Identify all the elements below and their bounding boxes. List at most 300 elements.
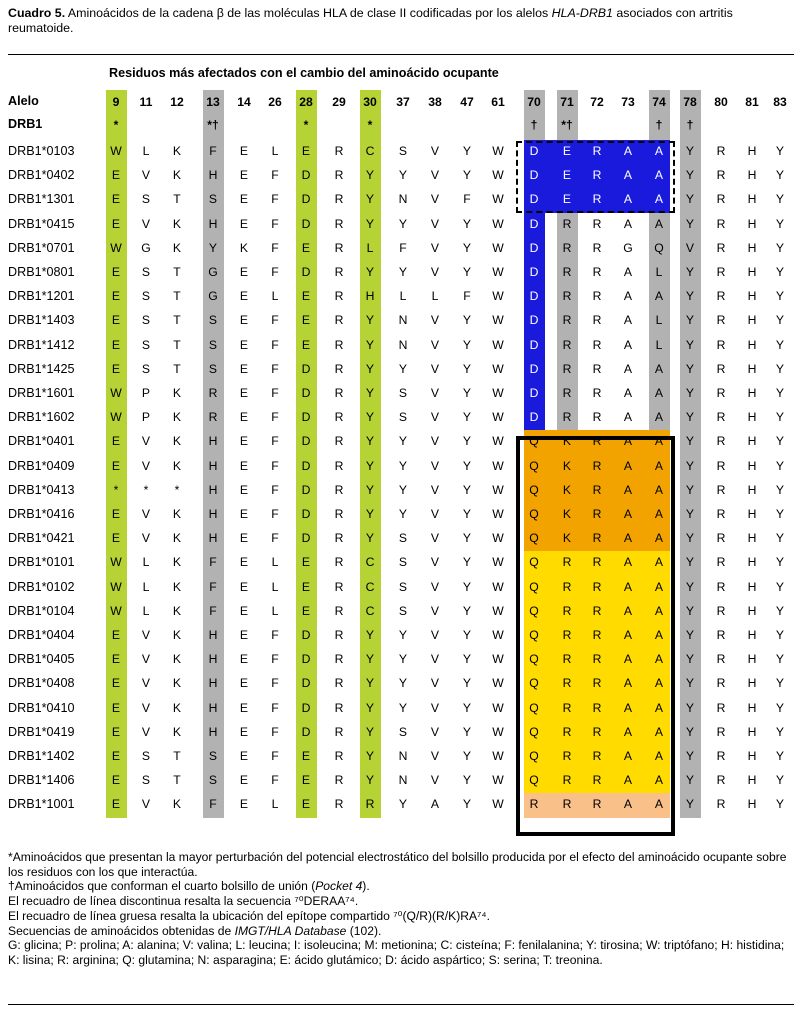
amino-acid-cell: E [111, 265, 121, 279]
amino-acid-cell: R [592, 265, 602, 279]
amino-acid-cell: Q [529, 458, 539, 473]
amino-acid-cell: R [592, 240, 602, 255]
amino-acid-cell: H [747, 555, 757, 570]
amino-acid-cell: R [562, 749, 572, 763]
amino-acid-cell: H [208, 724, 218, 739]
amino-acid-cell: E [239, 337, 249, 352]
amino-acid-cell: H [208, 628, 218, 642]
amino-acid-cell: S [141, 749, 151, 763]
amino-acid-cell: Y [775, 579, 785, 594]
amino-acid-cell: W [492, 773, 504, 788]
amino-acid-cell: E [239, 773, 249, 788]
amino-acid-cell: H [747, 265, 757, 279]
amino-acid-cell: F [271, 361, 279, 376]
amino-acid-cell: L [271, 579, 279, 594]
amino-acid-cell: V [141, 434, 151, 449]
allele-label: DRB1*0405 [8, 652, 75, 667]
amino-acid-cell: S [141, 313, 151, 328]
amino-acid-cell: W [492, 507, 504, 521]
amino-acid-cell: A [654, 144, 664, 158]
amino-acid-cell: E [239, 216, 249, 231]
amino-acid-cell: S [141, 265, 151, 279]
amino-acid-cell: E [301, 555, 311, 570]
amino-acid-cell: Y [365, 700, 375, 715]
amino-acid-cell: V [141, 216, 151, 231]
amino-acid-cell: R [716, 337, 726, 352]
amino-acid-cell: Y [365, 410, 375, 425]
amino-acid-cell: E [111, 797, 121, 812]
amino-acid-cell: R [716, 531, 726, 546]
position-number: 83 [773, 95, 787, 109]
amino-acid-cell: Y [685, 579, 695, 594]
amino-acid-cell: E [301, 144, 311, 158]
amino-acid-cell: Y [775, 531, 785, 546]
amino-acid-cell: Y [685, 313, 695, 328]
amino-acid-cell: A [654, 507, 664, 521]
amino-acid-cell: W [492, 313, 504, 328]
amino-acid-cell: A [654, 700, 664, 715]
amino-acid-cell: K [562, 507, 572, 521]
amino-acid-cell: A [623, 337, 633, 352]
amino-acid-cell: E [239, 724, 249, 739]
amino-acid-cell: A [654, 555, 664, 570]
allele-label: DRB1*1402 [8, 749, 75, 763]
amino-acid-cell: Y [462, 482, 472, 497]
amino-acid-cell: E [239, 458, 249, 473]
amino-acid-cell: R [334, 749, 344, 763]
amino-acid-cell: V [141, 531, 151, 546]
caption-italic: HLA-DRB1 [551, 6, 613, 20]
amino-acid-cell: D [529, 265, 539, 279]
amino-acid-cell: A [623, 289, 633, 304]
note-thick: El recuadro de línea gruesa resalta la ubicación del epítope compartido ⁷⁰(Q/R)(R/K)RA⁷⁴. [8, 908, 490, 923]
amino-acid-cell: A [430, 797, 440, 812]
amino-acid-cell: R [716, 410, 726, 425]
note-dagger [8, 879, 794, 894]
amino-acid-cell: R [562, 652, 572, 667]
amino-acid-cell: F [271, 507, 279, 521]
amino-acid-cell: S [398, 579, 408, 594]
amino-acid-cell: D [529, 168, 539, 183]
amino-acid-cell: W [492, 144, 504, 158]
amino-acid-cell: D [301, 192, 311, 207]
amino-acid-cell: R [716, 265, 726, 279]
amino-acid-cell: * [143, 482, 149, 497]
amino-acid-cell: W [110, 555, 122, 570]
amino-acid-cell: F [271, 434, 279, 449]
amino-acid-cell: Y [365, 773, 375, 788]
amino-acid-cell: E [239, 579, 249, 594]
amino-acid-cell: Q [529, 628, 539, 642]
amino-acid-cell: C [365, 555, 375, 570]
allele-label: DRB1*0416 [8, 507, 75, 521]
amino-acid-cell: Y [365, 458, 375, 473]
amino-acid-cell: S [141, 361, 151, 376]
amino-acid-cell: F [271, 749, 279, 763]
position-number: 74 [652, 95, 666, 109]
amino-acid-cell: V [430, 507, 440, 521]
amino-acid-cell: R [334, 265, 344, 279]
amino-acid-cell: Y [365, 676, 375, 691]
amino-acid-cell: S [398, 555, 408, 570]
amino-acid-cell: R [716, 749, 726, 763]
amino-acid-cell: C [365, 144, 375, 158]
amino-acid-cell: V [141, 676, 151, 691]
amino-acid-cell: A [623, 361, 633, 376]
position-number: 81 [745, 95, 759, 109]
amino-acid-cell: R [562, 797, 572, 812]
amino-acid-cell: Y [775, 216, 785, 231]
amino-acid-cell: N [398, 337, 408, 352]
amino-acid-cell: F [271, 337, 279, 352]
amino-acid-cell: G [141, 240, 151, 255]
amino-acid-cell: T [173, 289, 181, 304]
amino-acid-cell: Y [365, 216, 375, 231]
table-notes [8, 850, 794, 968]
amino-acid-cell: R [562, 386, 572, 400]
amino-acid-cell: P [141, 386, 151, 400]
amino-acid-cell: V [430, 628, 440, 642]
amino-acid-cell: A [623, 531, 633, 546]
amino-acid-cell: W [492, 265, 504, 279]
amino-acid-cell: R [334, 628, 344, 642]
amino-acid-cell: E [111, 313, 121, 328]
amino-acid-cell: R [592, 434, 602, 449]
amino-acid-cell: H [747, 216, 757, 231]
allele-label: DRB1*1602 [8, 410, 75, 425]
amino-acid-cell: V [141, 797, 151, 812]
amino-acid-cell: Y [775, 337, 785, 352]
amino-acid-cell: Q [654, 240, 664, 255]
amino-acid-cell: R [592, 337, 602, 352]
amino-acid-cell: H [747, 724, 757, 739]
amino-acid-cell: A [623, 773, 633, 788]
amino-acid-cell: F [271, 676, 279, 691]
amino-acid-cell: E [239, 313, 249, 328]
caption-number: Cuadro 5. [8, 6, 66, 20]
amino-acid-cell: H [747, 144, 757, 158]
amino-acid-cell: D [529, 144, 539, 158]
amino-acid-cell: K [172, 144, 182, 158]
amino-acid-cell: R [334, 168, 344, 183]
amino-acid-cell: R [334, 458, 344, 473]
amino-acid-cell: H [747, 361, 757, 376]
amino-acid-cell: Y [685, 168, 695, 183]
amino-acid-cell: D [301, 724, 311, 739]
amino-acid-cell: C [365, 579, 375, 594]
amino-acid-cell: H [747, 507, 757, 521]
amino-acid-cell: Y [365, 265, 375, 279]
amino-acid-cell: E [301, 289, 311, 304]
amino-acid-cell: R [365, 797, 375, 812]
allele-label: DRB1*1201 [8, 289, 75, 304]
amino-acid-cell: F [271, 216, 279, 231]
amino-acid-cell: Q [529, 482, 539, 497]
amino-acid-cell: L [271, 144, 279, 158]
amino-acid-cell: R [334, 386, 344, 400]
amino-acid-cell: R [334, 700, 344, 715]
amino-acid-cell: R [334, 652, 344, 667]
amino-acid-cell: V [430, 434, 440, 449]
amino-acid-cell: H [208, 531, 218, 546]
amino-acid-cell: D [301, 531, 311, 546]
amino-acid-cell: L [366, 240, 374, 255]
amino-acid-cell: Y [462, 652, 472, 667]
amino-acid-cell: Y [462, 531, 472, 546]
allele-label: DRB1*0801 [8, 265, 75, 279]
amino-acid-cell: G [208, 289, 218, 304]
position-number: 9 [112, 95, 120, 109]
amino-acid-cell: R [562, 700, 572, 715]
amino-acid-cell: E [239, 410, 249, 425]
amino-acid-cell: H [747, 700, 757, 715]
amino-acid-cell: R [334, 797, 344, 812]
bottom-rule [8, 1004, 794, 1005]
amino-acid-cell: R [592, 555, 602, 570]
amino-acid-cell: D [529, 386, 539, 400]
amino-acid-cell: D [529, 410, 539, 425]
amino-acid-cell: E [111, 458, 121, 473]
amino-acid-cell: A [654, 410, 664, 425]
amino-acid-cell: E [301, 337, 311, 352]
amino-acid-cell: T [173, 361, 181, 376]
amino-acid-cell: H [208, 507, 218, 521]
amino-acid-cell: D [301, 168, 311, 183]
amino-acid-cell: Y [685, 216, 695, 231]
amino-acid-cell: A [623, 216, 633, 231]
amino-acid-cell: A [623, 265, 633, 279]
amino-acid-cell: E [239, 507, 249, 521]
amino-acid-cell: V [430, 603, 440, 618]
amino-acid-cell: R [716, 700, 726, 715]
amino-acid-cell: H [208, 700, 218, 715]
amino-acid-cell: Y [398, 700, 408, 715]
amino-acid-cell: Y [398, 652, 408, 667]
amino-acid-cell: R [592, 507, 602, 521]
amino-acid-cell: H [208, 652, 218, 667]
amino-acid-cell: Y [685, 507, 695, 521]
amino-acid-cell: Q [529, 773, 539, 788]
amino-acid-cell: E [111, 700, 121, 715]
amino-acid-cell: Y [462, 603, 472, 618]
amino-acid-cell: R [562, 724, 572, 739]
amino-acid-cell: Y [462, 337, 472, 352]
position-number: 47 [460, 95, 474, 109]
amino-acid-cell: V [430, 579, 440, 594]
amino-acid-cell: L [271, 603, 279, 618]
amino-acid-cell: V [141, 168, 151, 183]
amino-acid-cell: R [716, 724, 726, 739]
position-number: 30 [363, 95, 377, 109]
amino-acid-cell: F [209, 144, 217, 158]
position-mark: * [113, 118, 119, 132]
amino-acid-cell: Y [685, 458, 695, 473]
amino-acid-cell: V [430, 773, 440, 788]
amino-acid-cell: Q [529, 652, 539, 667]
amino-acid-cell: Q [529, 700, 539, 715]
amino-acid-cell: R [592, 749, 602, 763]
amino-acid-cell: Y [365, 531, 375, 546]
amino-acid-cell: Y [775, 144, 785, 158]
amino-acid-cell: R [562, 313, 572, 328]
amino-acid-cell: Y [462, 410, 472, 425]
position-number: 13 [206, 95, 220, 109]
amino-acid-cell: R [592, 482, 602, 497]
amino-acid-cell: T [173, 313, 181, 328]
amino-acid-cell: A [623, 386, 633, 400]
amino-acid-cell: W [110, 386, 122, 400]
amino-acid-cell: Y [462, 700, 472, 715]
allele-label: DRB1*0101 [8, 555, 75, 570]
amino-acid-cell: H [747, 458, 757, 473]
amino-acid-cell: R [716, 797, 726, 812]
amino-acid-cell: V [430, 652, 440, 667]
amino-acid-cell: Y [685, 555, 695, 570]
position-number: 71 [560, 95, 574, 109]
amino-acid-cell: Y [462, 773, 472, 788]
amino-acid-cell: F [271, 240, 279, 255]
amino-acid-cell: Y [462, 216, 472, 231]
amino-acid-cell: Y [685, 531, 695, 546]
amino-acid-cell: Y [685, 652, 695, 667]
amino-acid-cell: E [111, 652, 121, 667]
amino-acid-cell: Y [365, 482, 375, 497]
amino-acid-cell: G [208, 265, 218, 279]
amino-acid-cell: Y [208, 240, 218, 255]
position-number: 28 [299, 95, 313, 109]
amino-acid-cell: H [747, 240, 757, 255]
amino-acid-cell: A [623, 724, 633, 739]
amino-acid-cell: R [334, 531, 344, 546]
amino-acid-cell: E [111, 628, 121, 642]
amino-acid-cell: Q [529, 603, 539, 618]
amino-acid-cell: S [208, 337, 218, 352]
amino-acid-cell: A [623, 410, 633, 425]
amino-acid-cell: S [208, 749, 218, 763]
amino-acid-cell: K [562, 434, 572, 449]
amino-acid-cell: Y [398, 482, 408, 497]
amino-acid-cell: A [654, 603, 664, 618]
amino-acid-cell: H [747, 482, 757, 497]
amino-acid-cell: Y [685, 192, 695, 207]
amino-acid-cell: Y [685, 700, 695, 715]
amino-acid-cell: D [301, 676, 311, 691]
position-mark: *† [561, 118, 573, 132]
amino-acid-cell: F [271, 168, 279, 183]
amino-acid-cell: Y [462, 676, 472, 691]
amino-acid-cell: R [716, 434, 726, 449]
amino-acid-cell: W [492, 652, 504, 667]
amino-acid-cell: W [492, 192, 504, 207]
amino-acid-cell: F [271, 192, 279, 207]
amino-acid-cell: E [111, 749, 121, 763]
amino-acid-cell: K [172, 216, 182, 231]
amino-acid-cell: V [141, 507, 151, 521]
amino-acid-cell: E [301, 797, 311, 812]
amino-acid-cell: R [716, 482, 726, 497]
amino-acid-cell: K [172, 724, 182, 739]
amino-acid-cell: R [716, 216, 726, 231]
amino-acid-cell: D [301, 216, 311, 231]
amino-acid-cell: S [398, 603, 408, 618]
amino-acid-cell: A [654, 652, 664, 667]
amino-acid-cell: H [747, 168, 757, 183]
amino-acid-cell: R [334, 724, 344, 739]
amino-acid-cell: V [430, 386, 440, 400]
amino-acid-cell: E [111, 361, 121, 376]
amino-acid-cell: N [398, 192, 408, 207]
caption-text-2: asociados con artritis reumatoide. [8, 6, 733, 35]
amino-acid-cell: R [562, 337, 572, 352]
amino-acid-cell: V [141, 458, 151, 473]
amino-acid-cell: R [716, 386, 726, 400]
amino-acid-cell: Y [398, 458, 408, 473]
amino-acid-cell: R [562, 265, 572, 279]
amino-acid-cell: F [271, 313, 279, 328]
amino-acid-cell: S [208, 192, 218, 207]
amino-acid-cell: A [623, 603, 633, 618]
amino-acid-cell: Y [685, 144, 695, 158]
amino-acid-cell: K [239, 240, 249, 255]
amino-acid-cell: A [654, 289, 664, 304]
amino-acid-cell: F [271, 458, 279, 473]
amino-acid-cell: R [716, 289, 726, 304]
amino-acid-cell: L [142, 603, 150, 618]
amino-acid-cell: R [562, 628, 572, 642]
amino-acid-cell: R [562, 216, 572, 231]
amino-acid-cell: Y [398, 797, 408, 812]
amino-acid-cell: W [492, 579, 504, 594]
amino-acid-cell: R [592, 797, 602, 812]
amino-acid-cell: K [172, 168, 182, 183]
amino-acid-cell: R [592, 700, 602, 715]
amino-acid-cell: H [747, 676, 757, 691]
amino-acid-cell: E [562, 192, 572, 207]
amino-acid-cell: R [562, 240, 572, 255]
amino-acid-cell: A [654, 361, 664, 376]
amino-acid-cell: Y [775, 724, 785, 739]
amino-acid-cell: H [208, 216, 218, 231]
amino-acid-cell: R [592, 628, 602, 642]
amino-acid-cell: D [301, 265, 311, 279]
amino-acid-cell: Y [462, 749, 472, 763]
amino-acid-cell: T [173, 337, 181, 352]
amino-acid-cell: E [239, 289, 249, 304]
amino-acid-cell: Y [365, 724, 375, 739]
allele-label: DRB1*1412 [8, 337, 75, 352]
note-dashed: El recuadro de línea discontinua resalta la secuencia ⁷⁰DERAA⁷⁴. [8, 894, 359, 909]
amino-acid-cell: E [239, 603, 249, 618]
amino-acid-cell: E [111, 434, 121, 449]
allele-label: DRB1*0102 [8, 579, 75, 594]
amino-acid-cell: Y [365, 507, 375, 521]
amino-acid-cell: Y [398, 265, 408, 279]
amino-acid-cell: H [747, 313, 757, 328]
amino-acid-cell: Y [685, 773, 695, 788]
amino-acid-cell: F [209, 579, 217, 594]
amino-acid-cell: R [716, 652, 726, 667]
amino-acid-cell: W [492, 216, 504, 231]
amino-acid-cell: Y [365, 628, 375, 642]
amino-acid-cell: E [239, 192, 249, 207]
amino-acid-cell: V [430, 240, 440, 255]
amino-acid-cell: V [430, 361, 440, 376]
amino-acid-cell: F [271, 700, 279, 715]
amino-acid-cell: R [716, 458, 726, 473]
amino-acid-cell: K [172, 386, 182, 400]
amino-acid-cell: D [529, 240, 539, 255]
amino-acid-cell: R [562, 555, 572, 570]
